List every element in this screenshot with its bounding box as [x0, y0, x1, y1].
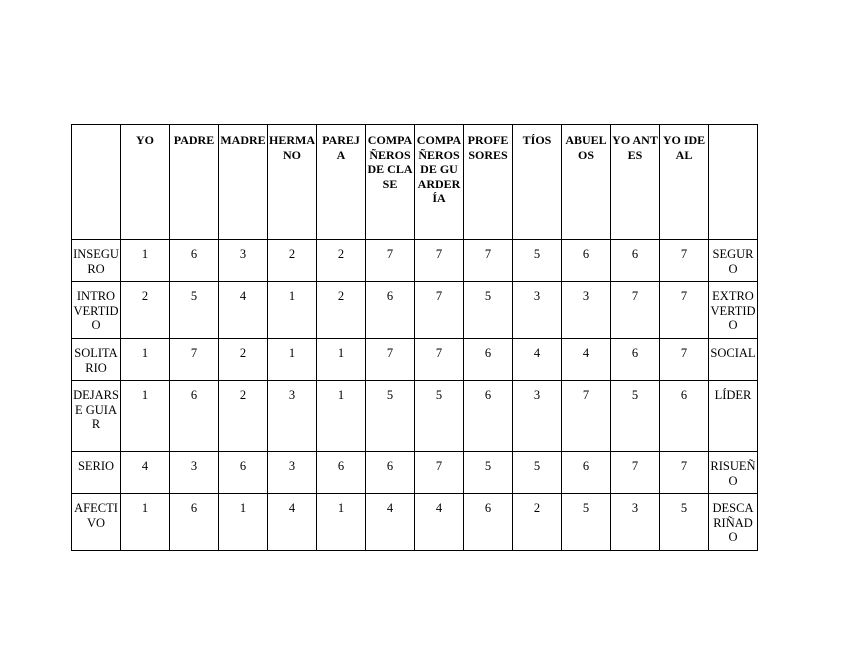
rating-cell: 7	[660, 452, 709, 494]
rating-cell: 7	[660, 339, 709, 381]
header-cell: TÍOS	[513, 125, 562, 240]
header-cell: PROFESORES	[464, 125, 513, 240]
rating-cell: 1	[121, 240, 170, 282]
header-cell	[709, 125, 758, 240]
construct-left-label: AFECTIVO	[72, 494, 121, 551]
rating-cell: 5	[415, 381, 464, 452]
rating-cell: 2	[268, 240, 317, 282]
rating-cell: 5	[562, 494, 611, 551]
header-cell: PADRE	[170, 125, 219, 240]
header-cell: YO	[121, 125, 170, 240]
rating-cell: 1	[317, 339, 366, 381]
rating-cell: 1	[121, 494, 170, 551]
rating-cell: 2	[219, 381, 268, 452]
rating-cell: 6	[219, 452, 268, 494]
table-row	[72, 282, 758, 339]
rating-cell: 7	[611, 282, 660, 339]
rating-cell: 7	[660, 282, 709, 339]
rating-cell: 4	[562, 339, 611, 381]
rating-cell: 3	[170, 452, 219, 494]
rating-cell: 5	[611, 381, 660, 452]
rating-cell: 3	[562, 282, 611, 339]
rating-cell: 7	[170, 339, 219, 381]
header-cell: YO ANTES	[611, 125, 660, 240]
table-row	[72, 381, 758, 452]
construct-left-label: INTROVERTIDO	[72, 282, 121, 339]
rating-cell: 4	[415, 494, 464, 551]
rating-cell: 1	[317, 494, 366, 551]
rating-cell: 1	[268, 282, 317, 339]
rating-cell: 2	[513, 494, 562, 551]
repertory-grid-table	[71, 124, 758, 551]
rating-cell: 1	[121, 339, 170, 381]
header-cell: PAREJA	[317, 125, 366, 240]
rating-cell: 6	[611, 339, 660, 381]
construct-left-label: SERIO	[72, 452, 121, 494]
rating-cell: 7	[611, 452, 660, 494]
rating-cell: 6	[464, 381, 513, 452]
construct-right-label: RISUEÑO	[709, 452, 758, 494]
rating-cell: 4	[219, 282, 268, 339]
construct-right-label: DESCARIÑADO	[709, 494, 758, 551]
rating-cell: 5	[660, 494, 709, 551]
construct-left-label: INSEGURO	[72, 240, 121, 282]
rating-cell: 6	[660, 381, 709, 452]
rating-cell: 2	[121, 282, 170, 339]
rating-cell: 7	[415, 282, 464, 339]
rating-cell: 5	[170, 282, 219, 339]
header-cell: COMPAÑEROS DE CLASE	[366, 125, 415, 240]
rating-cell: 7	[660, 240, 709, 282]
rating-cell: 2	[317, 240, 366, 282]
header-cell	[72, 125, 121, 240]
rating-cell: 3	[268, 452, 317, 494]
rating-cell: 3	[219, 240, 268, 282]
rating-cell: 7	[415, 240, 464, 282]
rating-cell: 6	[170, 381, 219, 452]
rating-cell: 7	[464, 240, 513, 282]
rating-cell: 7	[562, 381, 611, 452]
header-cell: HERMANO	[268, 125, 317, 240]
rating-cell: 2	[219, 339, 268, 381]
rating-cell: 6	[366, 282, 415, 339]
table-row	[72, 339, 758, 381]
construct-right-label: SOCIAL	[709, 339, 758, 381]
rating-cell: 5	[464, 282, 513, 339]
header-cell: COMPAÑEROS DE GUARDERÍA	[415, 125, 464, 240]
rating-cell: 4	[121, 452, 170, 494]
rating-cell: 6	[366, 452, 415, 494]
table-row	[72, 240, 758, 282]
rating-cell: 5	[513, 452, 562, 494]
rating-cell: 1	[268, 339, 317, 381]
rating-cell: 5	[513, 240, 562, 282]
rating-cell: 1	[121, 381, 170, 452]
rating-cell: 6	[317, 452, 366, 494]
rating-cell: 5	[464, 452, 513, 494]
header-row	[72, 125, 758, 240]
rating-cell: 4	[366, 494, 415, 551]
rating-cell: 6	[562, 452, 611, 494]
header-cell: MADRE	[219, 125, 268, 240]
construct-left-label: SOLITARIO	[72, 339, 121, 381]
table-row	[72, 452, 758, 494]
rating-cell: 3	[513, 381, 562, 452]
rating-cell: 7	[366, 240, 415, 282]
rating-cell: 4	[513, 339, 562, 381]
rating-cell: 2	[317, 282, 366, 339]
rating-cell: 7	[415, 452, 464, 494]
rating-cell: 5	[366, 381, 415, 452]
rating-cell: 7	[415, 339, 464, 381]
rating-cell: 6	[170, 240, 219, 282]
header-cell: YO IDEAL	[660, 125, 709, 240]
header-cell: ABUELOS	[562, 125, 611, 240]
rating-cell: 1	[317, 381, 366, 452]
table-body	[72, 240, 758, 551]
rating-cell: 6	[170, 494, 219, 551]
table-row	[72, 494, 758, 551]
construct-right-label: SEGURO	[709, 240, 758, 282]
rating-cell: 1	[219, 494, 268, 551]
rating-cell: 7	[366, 339, 415, 381]
rating-cell: 4	[268, 494, 317, 551]
rating-cell: 6	[464, 339, 513, 381]
rating-cell: 6	[611, 240, 660, 282]
construct-right-label: EXTROVERTIDO	[709, 282, 758, 339]
rating-cell: 6	[562, 240, 611, 282]
construct-right-label: LÍDER	[709, 381, 758, 452]
rating-cell: 6	[464, 494, 513, 551]
rating-cell: 3	[513, 282, 562, 339]
construct-left-label: DEJARSE GUIAR	[72, 381, 121, 452]
rating-cell: 3	[268, 381, 317, 452]
rating-cell: 3	[611, 494, 660, 551]
